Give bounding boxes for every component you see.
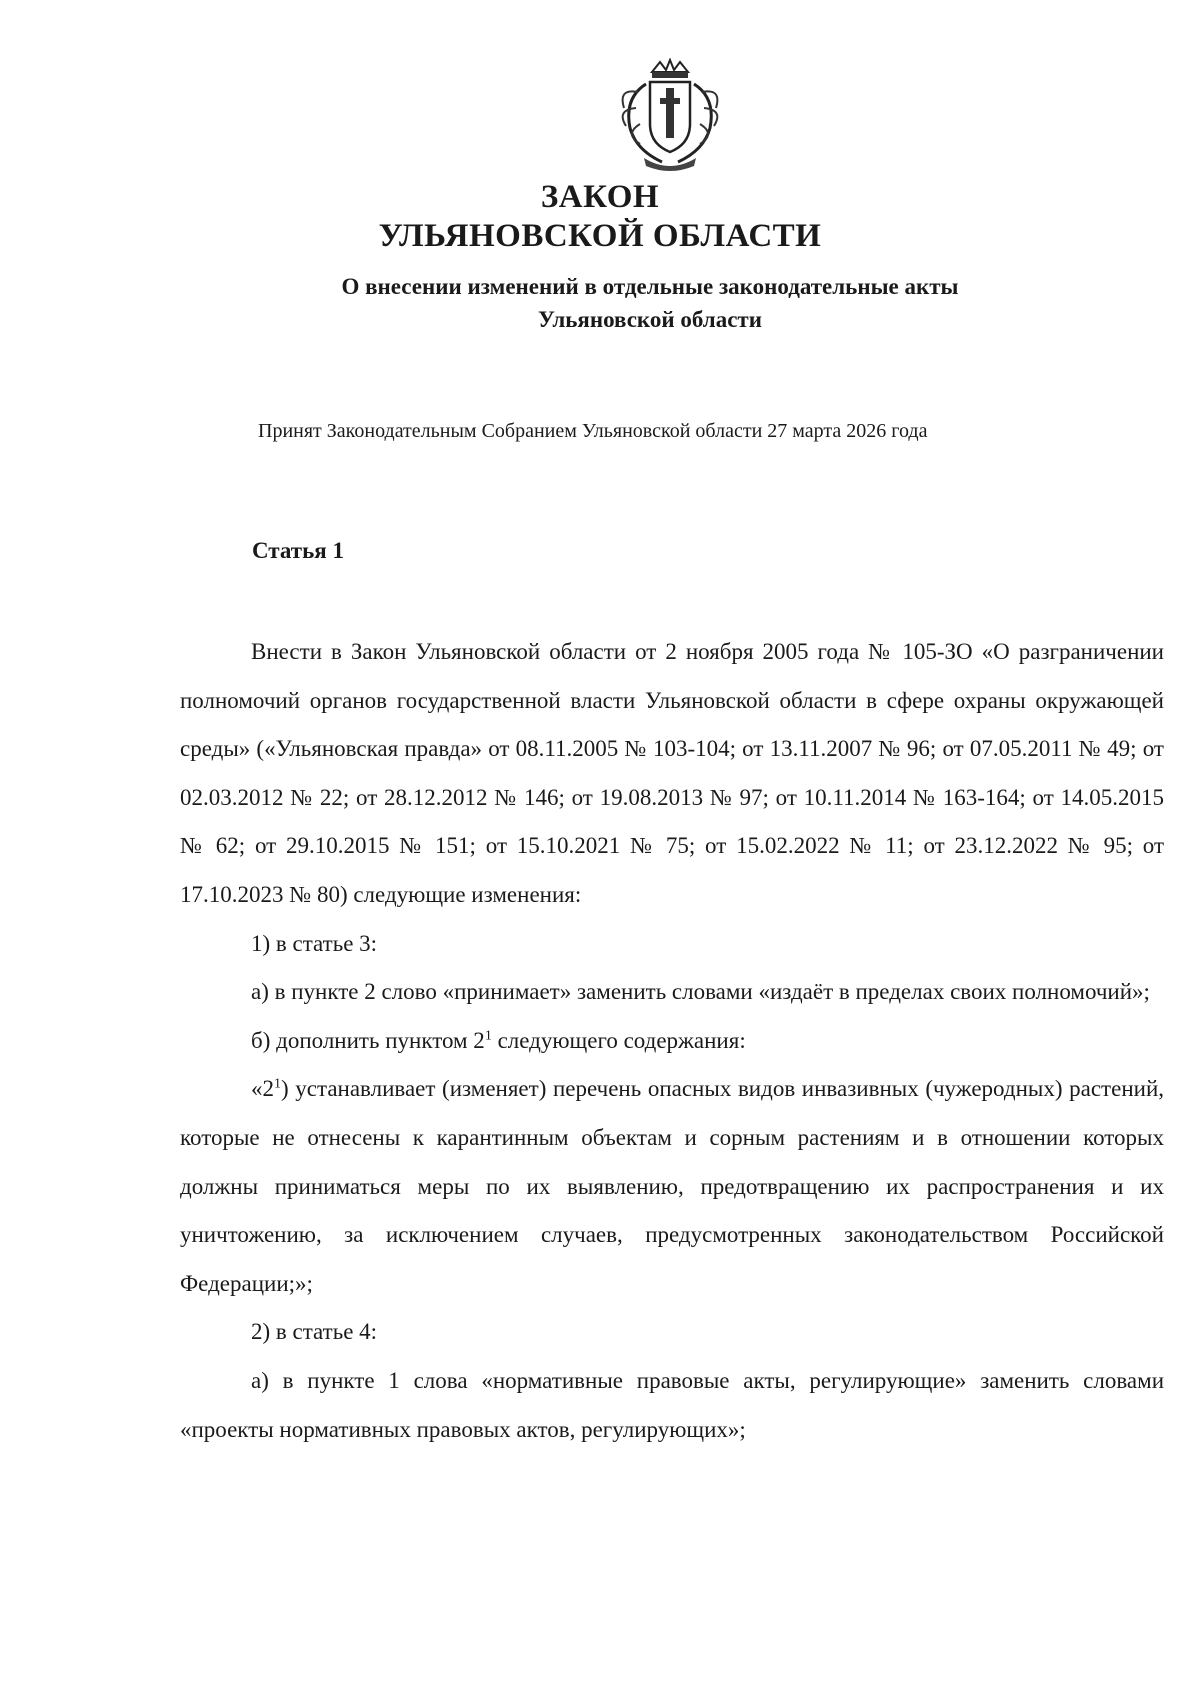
item-1a: а) в пункте 2 слово «принимает» заменить словами «издаёт в пределах своих полномочий»; xyxy=(251,979,1150,1005)
item-1b-sup: 1 xyxy=(484,1028,492,1044)
item-2a: а) в пункте 1 слова «нормативные правовые акты, регулирующие» заменить словами «проекты нормативных правовых актов, регулирующих»; xyxy=(180,1367,1164,1442)
item-1b xyxy=(180,1017,1164,1066)
law-subtitle-line1: О внесении изменений в отдельные законодательные акты xyxy=(341,274,959,299)
article-intro-paragraph: Внести в Закон Ульяновской области от 2 ноября 2005 года № 105-ЗО «О разграничении полномочий органов государственной власти Ульяновской области в сфере охраны окружающей среды» («Ульяновская правда» от 08.11.2005 № 103-104; от 13.11.2007 № 96; от 07.05.2011 № 49; от 02.03.2012 № 22; от 28.12.2012 № 146; от 19.08.2013 № 97; от 10.11.2014 № 163-164; от 14.05.2015 № 62; от 29.10.2015 № 151; от 15.10.2021 № 75; от 15.02.2022 № 11; от 23.12.2022 № 95; от 17.10.2023 № 80) следующие изменения: xyxy=(180,639,1164,907)
item-1b-quote-pre: «2 xyxy=(251,1076,274,1102)
law-subtitle-line2: Ульяновской области xyxy=(538,307,762,332)
ulyanovsk-coat-of-arms-icon xyxy=(610,58,730,174)
item-1: 1) в статье 3: xyxy=(251,930,378,956)
item-1b-quote-post: ) устанавливает (изменяет) перечень опасных видов инвазивных (чужеродных) растений, которые не отнесены к карантинным объектам и сорным растениям и в отношении которых должны приниматься меры по их выявлению, предотвращению их распространения и их уничтожению, за исключением случаев, предусмотренных законодательством Российской Федерации;»; xyxy=(180,1076,1164,1296)
item-1b-post: следующего содержания: xyxy=(491,1027,746,1053)
item-2: 2) в статье 4: xyxy=(251,1319,378,1345)
law-title xyxy=(0,178,1200,256)
adoption-note: Принят Законодательным Собранием Ульяновской области 27 марта 2026 года xyxy=(258,420,928,442)
item-1b-quote xyxy=(180,1065,1164,1308)
item-1b-pre: б) дополнить пунктом 2 xyxy=(251,1027,485,1053)
law-subtitle xyxy=(50,270,1200,336)
law-title-line1: ЗАКОН xyxy=(540,179,660,215)
item-1b-quote-sup: 1 xyxy=(274,1076,281,1092)
law-title-line2: УЛЬЯНОВСКОЙ ОБЛАСТИ xyxy=(378,218,822,254)
article-body xyxy=(180,628,1164,1454)
article-heading: Статья 1 xyxy=(252,538,344,563)
